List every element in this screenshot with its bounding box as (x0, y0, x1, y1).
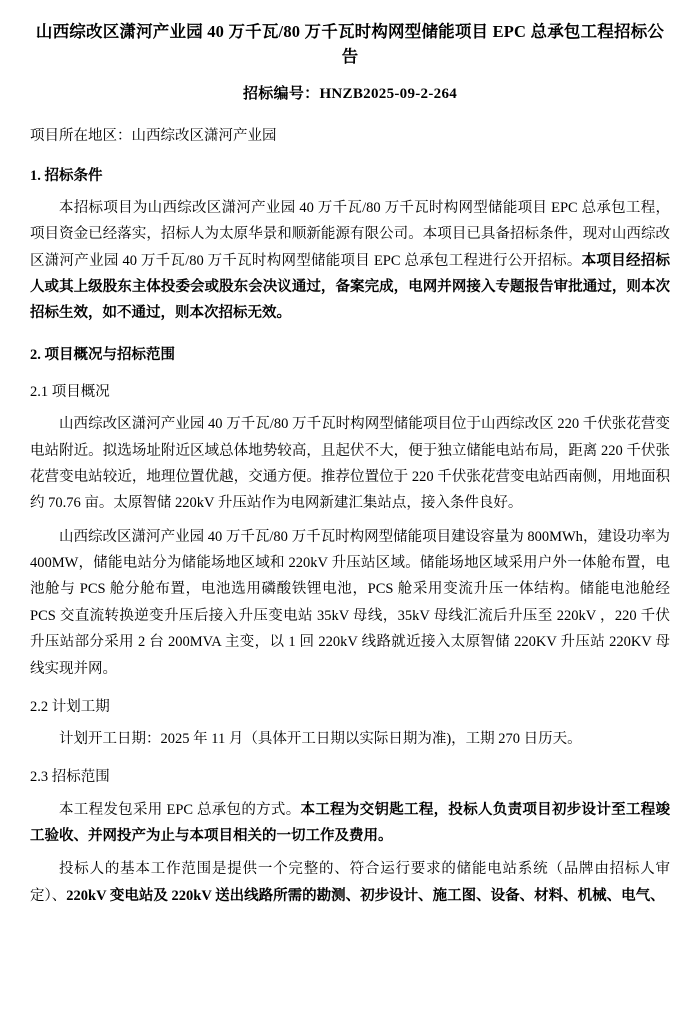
subsection-heading-2-2: 2.2 计划工期 (30, 698, 110, 715)
subsection-2-1-paragraph-2 (30, 524, 670, 682)
text-segment-bold: 本项目经招标人或其上级股东主体投委会或股东会决议通过，备案完成，电网并网接入专题报告审批通过，则本次招标生效，如不通过，则本次招标无效。 (30, 252, 670, 322)
subsection-2-3-paragraph-1 (30, 797, 670, 850)
section-1-paragraph-1 (30, 195, 670, 327)
page-title: 山西综改区潇河产业园 40 万千瓦/80 万千瓦时构网型储能项目 EPC 总承包工程招标公告 (35, 22, 665, 66)
subsection-2-3-paragraph-2 (30, 856, 670, 909)
text-segment: 计划开工日期：2025 年 11 月（具体开工日期以实际日期为准)，工期 270 日历天。 (59, 731, 582, 748)
subsection-2-2-paragraph-1 (30, 726, 670, 752)
subsection-heading-2-3: 2.3 招标范围 (30, 769, 110, 786)
text-segment: 本招标项目为山西综改区潇河产业园 40 万千瓦/80 万千瓦时构网型储能项目 EPC 总承包工程，项目资金已经落实，招标人为太原华景和顺新能源有限公司。本项目已具备招标条件，现对山西综改区潇河产业园 40 万千瓦/80 万千瓦时构网型储能项目 EPC 总承包工程进行公开招标。 (30, 199, 670, 269)
project-region-line: 项目所在地区：山西综改区潇河产业园 (30, 127, 277, 144)
text-segment: 山西综改区潇河产业园 40 万千瓦/80 万千瓦时构网型储能项目位于山西综改区 220 千伏张花营变电站附近。拟选场址附近区域总体地势较高，且起伏不大，便于独立储能电站布局，距离 220 千伏张花营变电站较近，地理位置优越，交通方便。推荐位置位于 220 千伏张花营变电站西南侧，用地面积约 70.76 亩。太原智储 220kV 升压站作为电网新建汇集站点，接入条件良好。 (30, 416, 670, 512)
subsection-heading-2-1: 2.1 项目概况 (30, 383, 110, 400)
text-segment: 山西综改区潇河产业园 40 万千瓦/80 万千瓦时构网型储能项目建设容量为 800MWh，建设功率为 400MW，储能电站分为储能场地区域和 220kV 升压站区域。储能场地区域采用户外一体舱布置，电池舱与 PCS 舱分舱布置，电池选用磷酸铁锂电池，PCS 舱采用变流升压一体结构。储能电池舱经 PCS 交直流转换逆变升压后接入升压变电站 35kV 母线，35kV 母线汇流后升压至 220kV ，220 千伏升压站部分采用 2 台 200MVA 主变，以 1 回 220kV 线路就近接入太原智储 220KV 升压站 220KV 母线实现并网。 (30, 528, 670, 677)
bid-number-line (30, 82, 670, 103)
bid-number-value: HNZB2025-09-2-264 (319, 85, 458, 102)
section-heading-2: 2. 项目概况与招标范围 (30, 346, 175, 363)
text-segment-bold: 220kV 变电站及 220kV 送出线路所需的勘测、初步设计、施工图、设备、材料、机械、电气、 (66, 887, 665, 904)
text-segment: 投标人的基本工作范围是提供一个完整的、符合运行要求的储能电站系统（品牌由招标人审定）、 (30, 861, 670, 904)
text-segment-bold: 本工程为交钥匙工程，投标人负责项目初步设计至工程竣工验收、并网投产为止与本项目相关的一切工作及费用。 (30, 801, 671, 844)
text-segment: 本工程发包采用 EPC 总承包的方式。 (59, 801, 301, 818)
section-heading-1: 1. 招标条件 (30, 167, 103, 184)
subsection-2-1-paragraph-1 (30, 411, 670, 517)
bid-number-label: 招标编号： (242, 85, 320, 102)
